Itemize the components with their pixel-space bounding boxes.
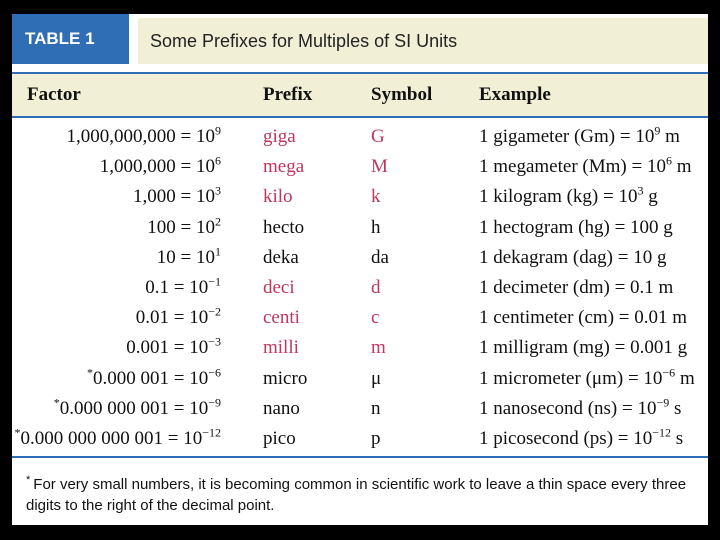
example-cell [479,395,682,420]
prefix-cell: pico [263,428,296,449]
column-header-row [12,72,708,118]
prefix-cell: kilo [263,186,293,208]
factor-exponent: −6 [208,365,221,380]
table-row [12,396,708,426]
example-cell [479,247,666,269]
factor-cell [99,153,221,178]
factor-cell [66,123,221,148]
factor-cell [87,365,221,390]
example-unit: m [660,126,680,147]
factor-value: 1,000,000 = 10 [99,156,215,178]
footnote-marker: * [26,474,31,486]
example-cell [479,186,658,208]
symbol-cell: d [371,277,381,298]
prefix-cell: deka [263,246,299,268]
example-cell [479,365,695,390]
factor-value: 0.01 = 10 [135,307,209,329]
factor-value: 0.000 001 = 10 [93,367,209,389]
factor-value: 1,000,000,000 = 10 [66,126,215,147]
factor-value: 10 = 10 [156,246,215,268]
symbol-cell: c [371,307,380,329]
example-unit: g [643,186,658,208]
factor-exponent: −2 [208,304,221,319]
example-text: 1 centimeter (cm) = 0.01 m [479,307,688,329]
footnote-marker: * [53,395,60,410]
prefix-cell: hecto [263,216,305,238]
footer-divider [12,456,708,458]
example-cell [479,153,692,178]
table-row [12,215,708,245]
example-unit: s [671,428,684,449]
column-header-prefix: Prefix [263,84,313,105]
table-row [12,366,708,396]
example-text: 1 kilogram (kg) = 10 [479,186,638,208]
symbol-cell: k [371,186,381,208]
table-title: Some Prefixes for Multiples of SI Units [138,18,708,64]
example-cell [479,425,684,450]
footnote-marker: * [14,425,21,440]
example-exponent: 9 [654,123,661,138]
example-text: 1 nanosecond (ns) = 10 [479,397,657,419]
example-text: 1 megameter (Mm) = 10 [479,156,666,178]
prefix-cell: giga [263,126,296,147]
factor-exponent: 9 [215,123,221,138]
factor-exponent: −1 [208,274,221,289]
table-row [12,275,708,305]
column-header-example: Example [479,84,551,105]
table-row [12,426,708,456]
symbol-cell: M [371,156,388,178]
example-text: 1 micrometer (μm) = 10 [479,367,663,389]
factor-exponent: 3 [215,184,221,199]
example-unit: s [669,397,682,419]
factor-exponent: −9 [208,395,221,410]
prefix-cell: deci [263,277,295,298]
example-cell [479,337,687,359]
footnote [26,474,706,516]
factor-cell [135,304,221,329]
footnote-marker: * [87,365,93,380]
example-exponent: −6 [662,365,676,380]
column-header-symbol: Symbol [371,84,433,105]
factor-cell [126,337,221,359]
example-text: 1 dekagram (dag) = 10 g [479,246,667,268]
symbol-cell: G [371,126,385,147]
factor-value: 1,000 = 10 [133,186,215,208]
factor-exponent: 6 [215,153,221,168]
symbol-cell: n [371,397,381,419]
factor-value: 0.000 000 000 001 = 10 [20,428,203,449]
example-exponent: −12 [652,425,672,440]
example-cell [479,277,673,299]
symbol-cell: da [371,246,389,268]
factor-cell [53,395,221,420]
example-text: 1 picosecond (ps) = 10 [479,428,653,449]
table-row [12,124,708,154]
example-exponent: 3 [637,184,644,199]
example-text: 1 milligram (mg) = 0.001 g [479,337,688,359]
example-text: 1 hectogram (hg) = 100 g [479,216,673,238]
example-cell [479,123,680,148]
factor-value: 0.000 000 001 = 10 [59,397,209,419]
factor-cell [14,425,222,450]
table-row [12,184,708,214]
example-text: 1 decimeter (dm) = 0.1 m [479,277,674,298]
factor-value: 100 = 10 [147,216,215,238]
table-number-label: TABLE 1 [12,14,129,64]
table-page [12,14,708,525]
example-exponent: 6 [665,153,672,168]
prefix-cell: milli [263,337,299,359]
factor-exponent: −12 [202,425,221,440]
factor-value: 0.1 = 10 [145,277,209,298]
column-header-factor: Factor [27,84,81,105]
footnote-text: For very small numbers, it is becoming common in scientific work to leave a thin space every three digits to the right of the decimal point. [26,476,687,514]
prefix-cell: micro [263,367,308,389]
example-cell [479,307,687,329]
prefix-cell: mega [263,156,305,178]
symbol-cell: μ [371,367,382,389]
factor-value: 0.001 = 10 [126,337,209,359]
table-row [12,335,708,365]
example-cell [479,217,673,239]
table-row [12,305,708,335]
table-row [12,154,708,184]
example-exponent: −9 [656,395,670,410]
factor-cell [147,214,221,239]
factor-exponent: 2 [215,214,221,229]
example-unit: m [671,156,692,178]
factor-cell [156,244,221,269]
table-row [12,245,708,275]
factor-exponent: 1 [215,244,221,259]
example-text: 1 gigameter (Gm) = 10 [479,126,655,147]
example-unit: m [675,367,695,389]
factor-cell [133,186,221,208]
factor-cell [145,274,221,299]
symbol-cell: p [371,428,381,449]
prefix-cell: nano [263,397,300,419]
factor-exponent: −3 [208,335,221,350]
symbol-cell: h [371,216,381,238]
symbol-cell: m [371,337,386,359]
prefix-cell: centi [263,307,300,329]
